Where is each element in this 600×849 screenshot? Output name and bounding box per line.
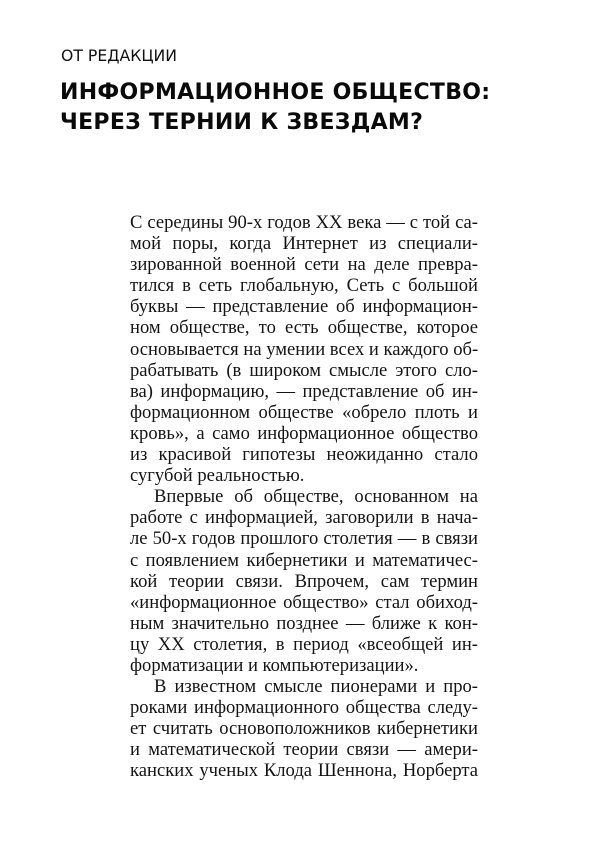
paragraph-1-line: рабатывать (в широком смысле этого сло- — [130, 359, 478, 381]
paragraph-2-line: форматизации и компьютеризации». — [130, 654, 419, 676]
paragraph-1-line: формационном обществе «обрело плоть и — [130, 401, 478, 423]
paragraph-1-line: зированной военной сети на деле превра- — [130, 254, 478, 276]
paragraph-2-line: ным значительно позднее — ближе к кон- — [130, 612, 478, 634]
paragraph-1-line: ва) информацию, — представление об ин- — [130, 380, 478, 402]
paragraph-3-line: и математической теории связи — амери- — [130, 739, 478, 761]
paragraph-2-line: работе с информацией, заговорили в нача- — [130, 507, 478, 529]
paragraph-1-line: из красивой гипотезы неожиданно стало — [130, 444, 478, 466]
paragraph-1-line: сугубой реальностью. — [130, 465, 305, 487]
paragraph-1-line: буквы — представление об информацион- — [130, 296, 478, 318]
paragraph-1-line: тился в сеть глобальную, Сеть с большой — [130, 275, 478, 297]
paragraph-1-line: мой поры, когда Интернет из специали- — [130, 233, 478, 255]
title-line: ИНФОРМАЦИОННОЕ ОБЩЕСТВО: — [60, 80, 491, 105]
paragraph-3-line: ет считать основоположников кибернетики — [130, 718, 478, 740]
paragraph-2-line: кой теории связи. Впрочем, сам термин — [130, 570, 478, 592]
paragraph-1-line: ном обществе, то есть обществе, которое — [130, 317, 478, 339]
paragraph-3-line: канских ученых Клода Шеннона, Норберта — [130, 760, 478, 782]
paragraph-2-line: «информационное общество» стал обиход- — [130, 591, 478, 613]
title-line: ЧЕРЕЗ ТЕРНИИ К ЗВЕЗДАМ? — [60, 110, 424, 135]
paragraph-3-line: роками информационного общества следу- — [130, 697, 478, 719]
paragraph-2-line: цу XX столетия, в период «всеобщей ин- — [130, 633, 478, 655]
paragraph-3-line: В известном смысле пионерами и про- — [154, 676, 478, 698]
section-label: ОТ РЕДАКЦИИ — [61, 46, 178, 65]
article-title — [60, 78, 490, 138]
paragraph-1-line: основывается на умении всех и каждого об- — [130, 338, 479, 360]
paragraph-2-line: ле 50-х годов прошлого столетия — в связи — [130, 528, 478, 550]
article-body — [130, 212, 478, 782]
paragraph-1-line: кровь», а само информационное общество — [130, 422, 478, 444]
paragraph-2-line: с появлением кибернетики и математичес- — [130, 549, 478, 571]
paragraph-2-line: Впервые об обществе, основанном на — [154, 486, 478, 508]
paragraph-1-line: С середины 90-х годов XX века — с той са- — [130, 212, 478, 233]
